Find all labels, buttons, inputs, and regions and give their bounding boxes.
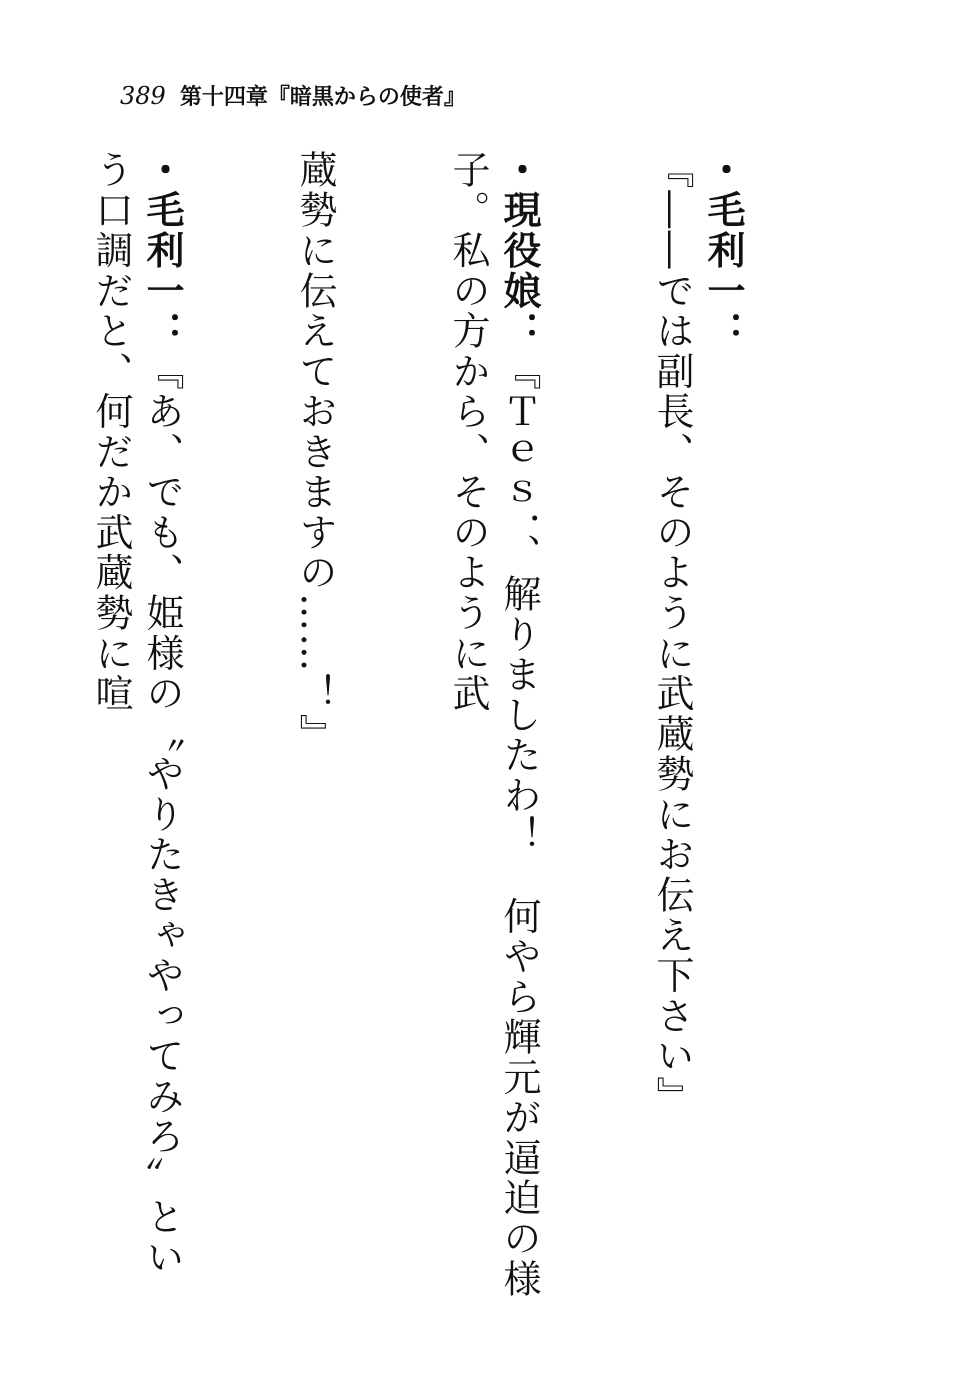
dialogue-text: 『あ、でも、姫様の〝やりたきゃやってみろ〟という口調だと、何だか武蔵勢に喧: [89, 150, 184, 1278]
running-header: [120, 80, 466, 120]
speaker-label: ・毛利一：: [140, 150, 184, 352]
dialogue-line: [289, 150, 340, 1300]
speaker-label: ・毛利一：: [701, 150, 745, 352]
speaker-label: ・現役娘：: [497, 150, 541, 352]
dialogue-line: [646, 150, 748, 1300]
dialogue-line: [442, 150, 544, 1300]
dialogue-text: 『Ｔｅｓ．、解りましたわ！ 何やら輝元が逼迫の様子。私の方から、そのように武: [446, 150, 541, 1300]
dialogue-text: 『――では副長、そのように武蔵勢にお伝え下さい』: [650, 150, 694, 1117]
body-text: [89, 150, 850, 1300]
chapter-title: 第十四章『暗黒からの使者』: [179, 84, 466, 110]
page-number: 389: [120, 82, 166, 110]
dialogue-line: [85, 150, 187, 1300]
dialogue-text: 蔵勢に伝えておきますの……！』: [293, 150, 337, 755]
